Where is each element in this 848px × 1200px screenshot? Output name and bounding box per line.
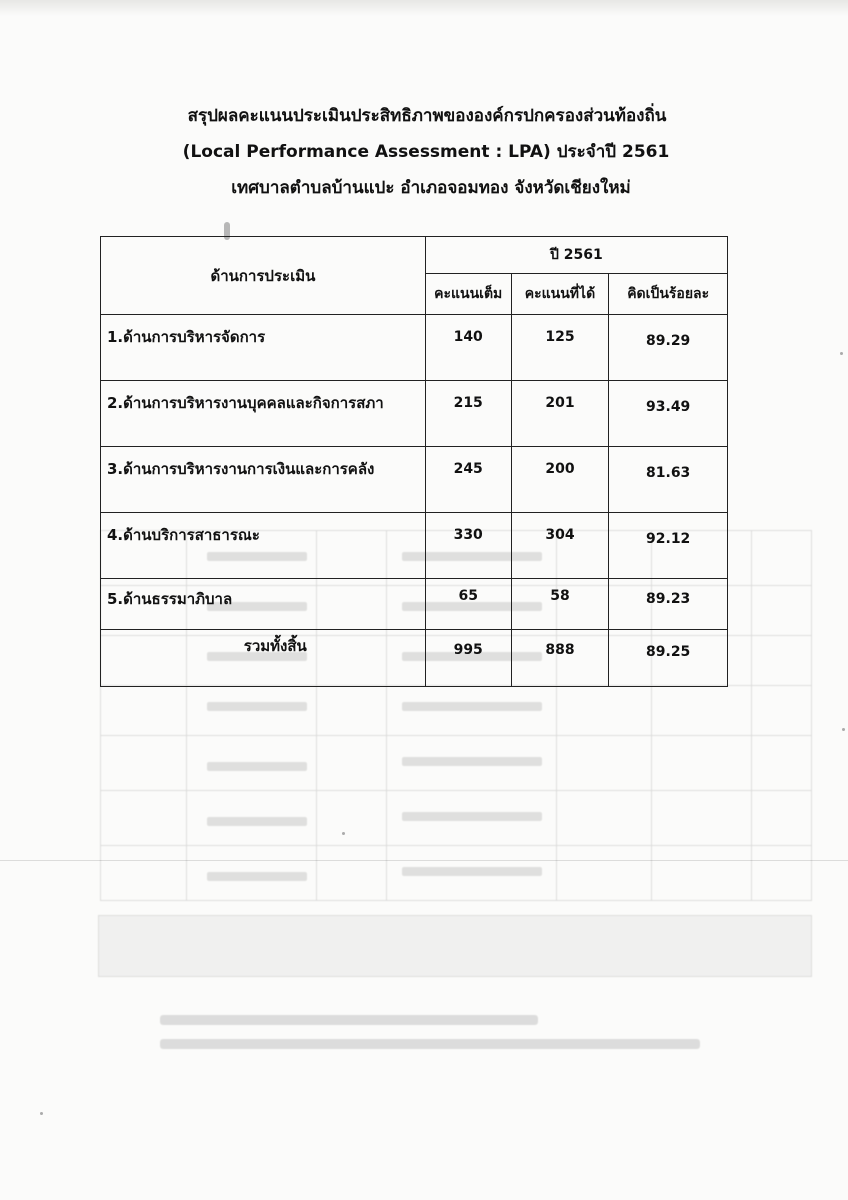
header-category: ด้านการประเมิน [101,237,426,315]
total-label: รวมทั้งสิ้น [101,630,426,687]
document-heading [0,98,848,206]
table-row [101,579,728,630]
scan-fold-line [0,860,848,861]
assessment-score-table [100,236,728,687]
header-obtained-score: คะแนนที่ได้ [511,274,609,315]
table-row [101,315,728,381]
table-row [101,381,728,447]
row-obtained-score: 58 [511,579,609,630]
row-obtained-score: 200 [511,447,609,513]
row-percent: 92.12 [609,513,728,579]
row-category: 5.ด้านธรรมาภิบาล [101,579,426,630]
title-line-2: (Local Performance Assessment : LPA) ประจำปี 2561 [182,142,670,162]
total-obtained-score: 888 [511,630,609,687]
row-percent: 89.29 [609,315,728,381]
bleed-through-text [160,1015,700,1063]
row-category: 3.ด้านการบริหารงานการเงินและการคลัง [101,447,426,513]
title-line-1: สรุปผลคะแนนประเมินประสิทธิภาพขององค์กรปกครองส่วนท้องถิ่น [187,106,667,126]
row-obtained-score: 304 [511,513,609,579]
header-year: ปี 2561 [425,237,727,274]
row-percent: 89.23 [609,579,728,630]
row-percent: 81.63 [609,447,728,513]
scan-top-edge [0,0,848,16]
row-full-score: 140 [425,315,511,381]
row-percent: 93.49 [609,381,728,447]
row-category: 2.ด้านการบริหารงานบุคคลและกิจการสภา [101,381,426,447]
total-percent: 89.25 [609,630,728,687]
title-line-3: เทศบาลตำบลบ้านแปะ อำเภอจอมทอง จังหวัดเชียงใหม่ [231,178,631,198]
row-category: 1.ด้านการบริหารจัดการ [101,315,426,381]
scan-speck [342,832,345,835]
header-percent: คิดเป็นร้อยละ [609,274,728,315]
table-total-row [101,630,728,687]
row-full-score: 245 [425,447,511,513]
table-row [101,513,728,579]
table-row [101,447,728,513]
total-full-score: 995 [425,630,511,687]
row-full-score: 215 [425,381,511,447]
row-obtained-score: 201 [511,381,609,447]
scan-speck [40,1112,43,1115]
scan-speck [840,352,843,355]
scan-speck [842,728,845,731]
row-obtained-score: 125 [511,315,609,381]
row-category: 4.ด้านบริการสาธารณะ [101,513,426,579]
row-full-score: 330 [425,513,511,579]
table-header-row [101,237,728,274]
header-full-score: คะแนนเต็ม [425,274,511,315]
row-full-score: 65 [425,579,511,630]
